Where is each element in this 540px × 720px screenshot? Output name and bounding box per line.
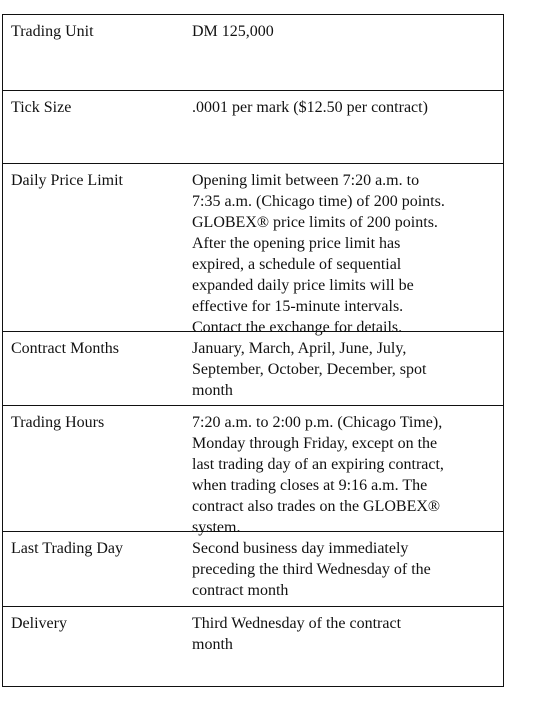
- table-row-tick-size: [3, 91, 503, 164]
- row-value: .0001 per mark ($12.50 per contract): [192, 99, 428, 116]
- row-label: Trading Hours: [11, 414, 105, 431]
- row-label: Tick Size: [11, 99, 72, 116]
- row-value: 7:20 a.m. to 2:00 p.m. (Chicago Time), Monday through Friday, except on the last trading day of an expiring contract, when trading closes at 9:16 a.m. The contract also trades on the GLOBEX® system.: [192, 414, 444, 536]
- row-label: Last Trading Day: [11, 540, 123, 557]
- row-label: Trading Unit: [11, 23, 94, 40]
- table-row-delivery: [3, 607, 503, 687]
- row-label: Contract Months: [11, 340, 119, 357]
- table-row-trading-unit: [3, 15, 503, 91]
- contract-spec-table: [2, 14, 504, 687]
- row-value: Opening limit between 7:20 a.m. to 7:35 a.m. (Chicago time) of 200 points. GLOBEX® price limits of 200 points. After the opening price limit has expired, a schedule of sequential expanded daily price limits will be effective for 15-minute intervals. Contact the exchange for details.: [192, 172, 445, 336]
- table-row-last-trading-day: [3, 532, 503, 607]
- row-label: Daily Price Limit: [11, 172, 123, 189]
- row-label: Delivery: [11, 615, 67, 632]
- row-value: DM 125,000: [192, 23, 274, 40]
- table-row-contract-months: [3, 332, 503, 406]
- table-row-trading-hours: [3, 406, 503, 536]
- row-value: Second business day immediately preceding the third Wednesday of the contract month: [192, 540, 431, 599]
- row-value: January, March, April, June, July, September, October, December, spot month: [192, 340, 427, 399]
- row-value: Third Wednesday of the contract month: [192, 615, 402, 653]
- table-row-daily-price-limit: [3, 164, 503, 336]
